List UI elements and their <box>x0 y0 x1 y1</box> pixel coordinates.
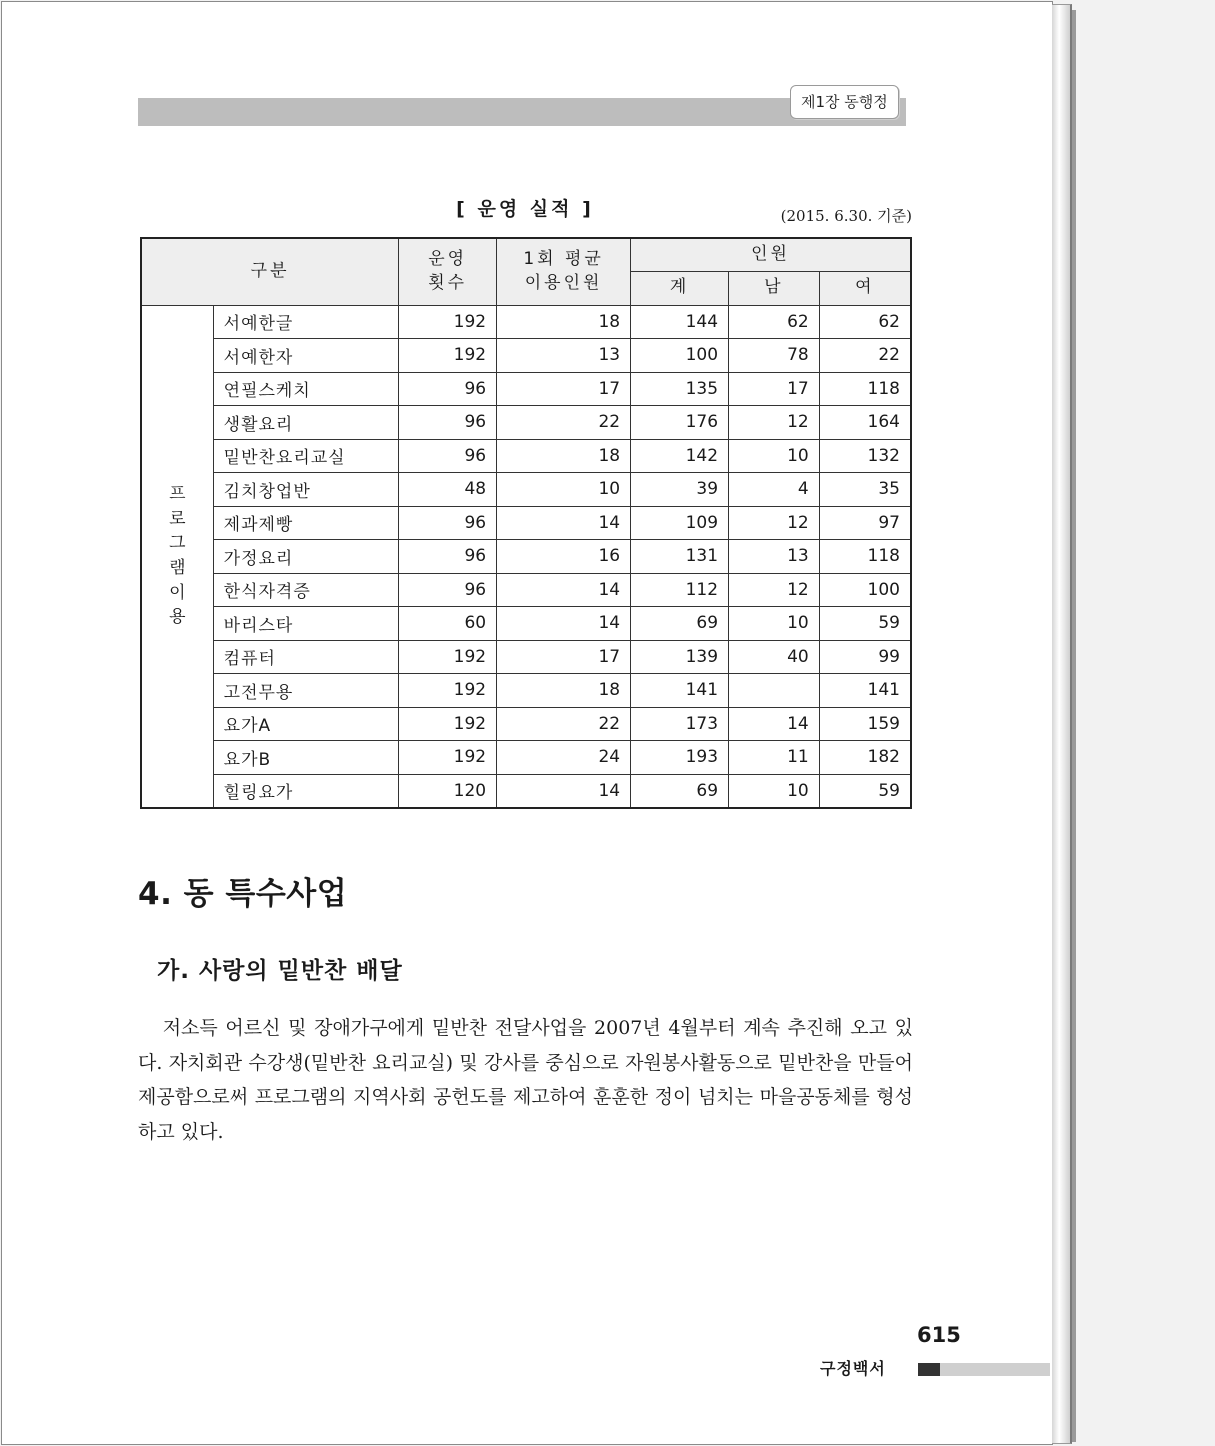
header-category: 구분 <box>141 238 399 305</box>
count-cell: 192 <box>399 674 497 708</box>
avg-cell: 14 <box>497 774 631 808</box>
count-cell: 192 <box>399 640 497 674</box>
male-cell: 11 <box>729 741 820 775</box>
female-cell: 97 <box>819 506 911 540</box>
male-cell: 14 <box>729 707 820 741</box>
total-cell: 193 <box>631 741 729 775</box>
program-name: 제과제빵 <box>213 506 399 540</box>
program-name: 고전무용 <box>213 674 399 708</box>
table-row <box>141 573 911 607</box>
total-cell: 109 <box>631 506 729 540</box>
program-name: 가정요리 <box>213 540 399 574</box>
male-cell: 12 <box>729 506 820 540</box>
table-row <box>141 540 911 574</box>
table-row <box>141 640 911 674</box>
table-row <box>141 473 911 507</box>
count-cell: 60 <box>399 607 497 641</box>
total-cell: 69 <box>631 774 729 808</box>
female-cell: 141 <box>819 674 911 708</box>
male-cell: 62 <box>729 305 820 339</box>
section-title: 4. 동 특수사업 <box>138 876 348 912</box>
avg-cell: 22 <box>497 406 631 440</box>
total-cell: 100 <box>631 339 729 373</box>
count-cell: 192 <box>399 741 497 775</box>
male-cell: 17 <box>729 372 820 406</box>
avg-cell: 13 <box>497 339 631 373</box>
count-cell: 96 <box>399 406 497 440</box>
table-row <box>141 607 911 641</box>
count-cell: 192 <box>399 707 497 741</box>
male-cell: 10 <box>729 774 820 808</box>
male-cell: 10 <box>729 607 820 641</box>
header-people: 인원 <box>631 238 911 272</box>
female-cell: 35 <box>819 473 911 507</box>
footer-bar-accent <box>918 1363 940 1376</box>
count-cell: 192 <box>399 305 497 339</box>
table-title: [ 운영 실적 ] <box>456 198 594 220</box>
total-cell: 39 <box>631 473 729 507</box>
header-male: 남 <box>729 272 820 306</box>
operation-results-table <box>140 237 912 809</box>
total-cell: 139 <box>631 640 729 674</box>
total-cell: 69 <box>631 607 729 641</box>
table-row <box>141 774 911 808</box>
header-female: 여 <box>819 272 911 306</box>
avg-cell: 18 <box>497 305 631 339</box>
male-cell: 13 <box>729 540 820 574</box>
table-date-note: (2015. 6.30. 기준) <box>780 207 912 225</box>
count-cell: 48 <box>399 473 497 507</box>
female-cell: 118 <box>819 540 911 574</box>
book-title: 구정백서 <box>820 1359 886 1378</box>
female-cell: 22 <box>819 339 911 373</box>
table-row <box>141 674 911 708</box>
avg-cell: 24 <box>497 741 631 775</box>
total-cell: 141 <box>631 674 729 708</box>
female-cell: 100 <box>819 573 911 607</box>
female-cell: 62 <box>819 305 911 339</box>
table-row <box>141 741 911 775</box>
total-cell: 144 <box>631 305 729 339</box>
male-cell: 10 <box>729 439 820 473</box>
header-total: 계 <box>631 272 729 306</box>
male-cell <box>729 674 820 708</box>
female-cell: 99 <box>819 640 911 674</box>
male-cell: 40 <box>729 640 820 674</box>
count-cell: 96 <box>399 573 497 607</box>
program-name: 서예한자 <box>213 339 399 373</box>
count-cell: 96 <box>399 439 497 473</box>
count-cell: 120 <box>399 774 497 808</box>
male-cell: 4 <box>729 473 820 507</box>
page-edge-shadow <box>1072 10 1076 1442</box>
program-name: 김치창업반 <box>213 473 399 507</box>
chapter-tag: 제1장 동행정 <box>790 85 899 119</box>
avg-cell: 18 <box>497 439 631 473</box>
table-row <box>141 339 911 373</box>
program-name: 서예한글 <box>213 305 399 339</box>
total-cell: 131 <box>631 540 729 574</box>
female-cell: 164 <box>819 406 911 440</box>
program-name: 바리스타 <box>213 607 399 641</box>
table-row <box>141 439 911 473</box>
header-avg: 1회 평균 이용인원 <box>497 238 631 305</box>
female-cell: 118 <box>819 372 911 406</box>
table-row <box>141 305 911 339</box>
avg-cell: 14 <box>497 573 631 607</box>
table-row <box>141 406 911 440</box>
table-body <box>141 305 911 808</box>
total-cell: 112 <box>631 573 729 607</box>
male-cell: 78 <box>729 339 820 373</box>
female-cell: 59 <box>819 774 911 808</box>
total-cell: 173 <box>631 707 729 741</box>
subsection-title: 가. 사랑의 밑반찬 배달 <box>157 958 403 984</box>
avg-cell: 22 <box>497 707 631 741</box>
program-name: 요가A <box>213 707 399 741</box>
avg-cell: 17 <box>497 640 631 674</box>
count-cell: 96 <box>399 506 497 540</box>
program-name: 컴퓨터 <box>213 640 399 674</box>
avg-cell: 16 <box>497 540 631 574</box>
group-label-cell <box>141 305 213 808</box>
table-row <box>141 506 911 540</box>
body-paragraph: 저소득 어르신 및 장애가구에게 밑반찬 전달사업을 2007년 4월부터 계속 추진해 오고 있다. 자치회관 수강생(밑반찬 요리교실) 및 강사를 중심으로 자원봉사활동으로 밑반찬을 만들어 제공함으로써 프로그램의 지역사회 공헌도를 제고하여 훈훈한 정이 넘치는 마을공동체를 형성하고 있다. <box>138 1017 913 1144</box>
page-edge <box>1052 4 1072 1444</box>
count-cell: 96 <box>399 372 497 406</box>
female-cell: 159 <box>819 707 911 741</box>
male-cell: 12 <box>729 573 820 607</box>
table-row <box>141 707 911 741</box>
header-count: 운영 횟수 <box>399 238 497 305</box>
page-number: 615 <box>917 1323 961 1347</box>
program-name: 연필스케치 <box>213 372 399 406</box>
program-name: 밑반찬요리교실 <box>213 439 399 473</box>
avg-cell: 17 <box>497 372 631 406</box>
program-name: 요가B <box>213 741 399 775</box>
program-name: 생활요리 <box>213 406 399 440</box>
total-cell: 135 <box>631 372 729 406</box>
avg-cell: 14 <box>497 607 631 641</box>
total-cell: 176 <box>631 406 729 440</box>
avg-cell: 14 <box>497 506 631 540</box>
table-row <box>141 372 911 406</box>
avg-cell: 18 <box>497 674 631 708</box>
avg-cell: 10 <box>497 473 631 507</box>
program-name: 힐링요가 <box>213 774 399 808</box>
female-cell: 132 <box>819 439 911 473</box>
count-cell: 192 <box>399 339 497 373</box>
program-name: 한식자격증 <box>213 573 399 607</box>
total-cell: 142 <box>631 439 729 473</box>
male-cell: 12 <box>729 406 820 440</box>
female-cell: 59 <box>819 607 911 641</box>
female-cell: 182 <box>819 741 911 775</box>
count-cell: 96 <box>399 540 497 574</box>
group-label: 프로그램이용 <box>169 484 186 628</box>
